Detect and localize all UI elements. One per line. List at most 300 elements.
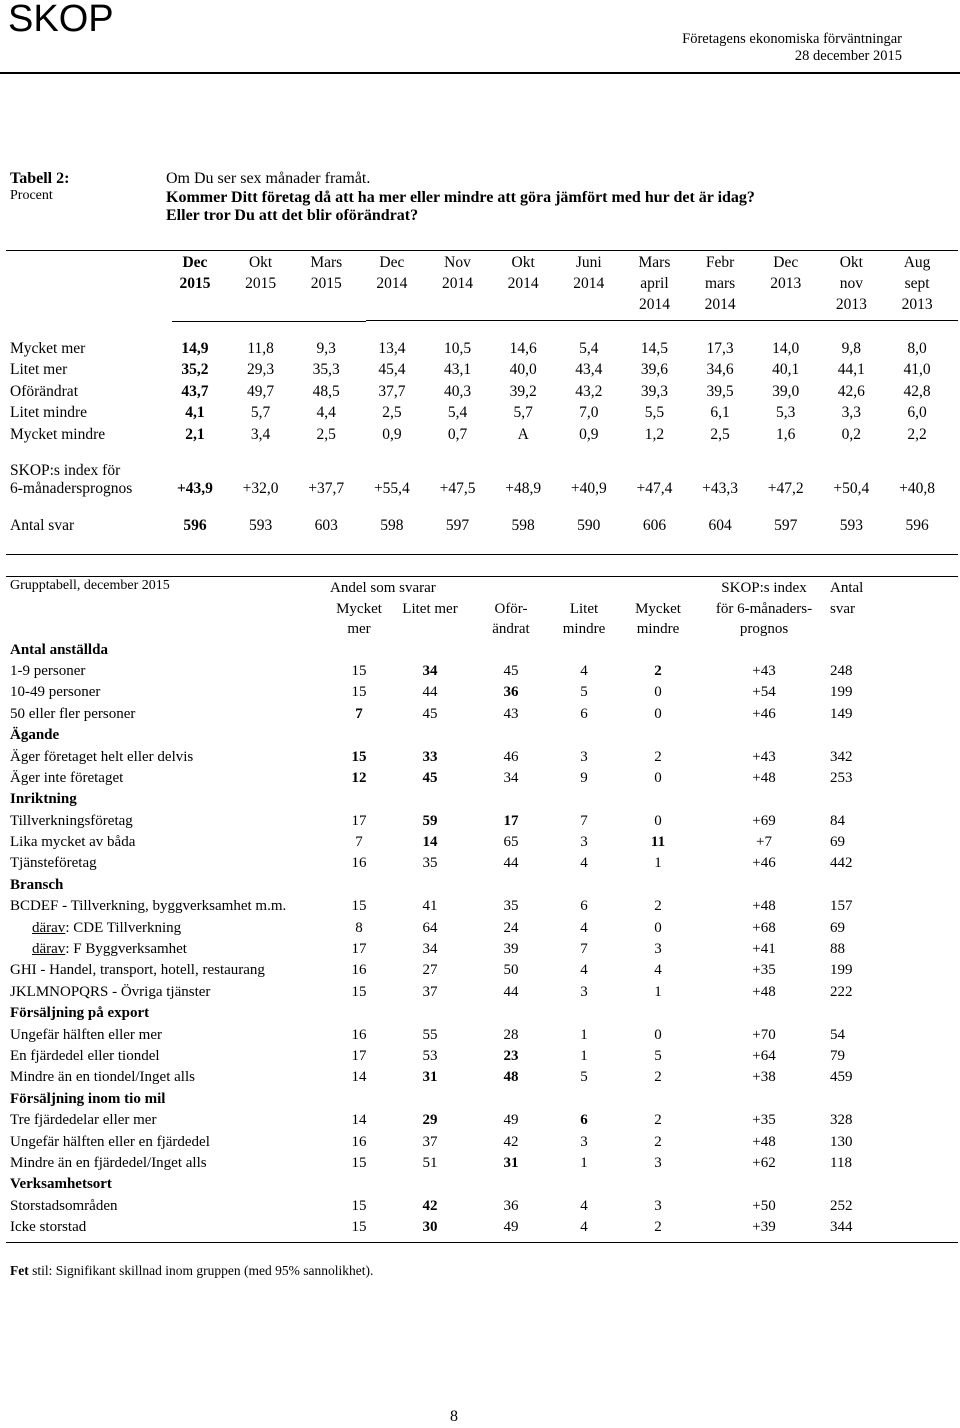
group-row-label: Storstadsområden [10, 1197, 118, 1214]
index-header-2 [698, 599, 830, 639]
group-value-cell: 342 [830, 748, 853, 765]
group-value-cell: 1 [580, 1048, 588, 1064]
group-value-cell: 33 [422, 748, 438, 765]
value-cell: 5,3 [776, 404, 796, 422]
value-cell: 39,2 [509, 382, 537, 400]
period-header [687, 252, 753, 328]
group-value-cell: 4 [580, 919, 588, 936]
section-label: Försäljning på export [10, 1005, 150, 1022]
section-label: Inriktning [10, 791, 77, 808]
group-value-cell: +41 [752, 941, 776, 958]
group-data-row [10, 746, 950, 767]
value-cell: 597 [445, 517, 470, 535]
group-value-cell: +70 [752, 1026, 776, 1043]
response-row [10, 403, 950, 425]
group-value-cell: 23 [503, 1048, 519, 1064]
group-value-cell: 7 [580, 941, 588, 958]
group-value-cell: 5 [654, 1048, 662, 1064]
group-section-row [10, 725, 950, 746]
time-series-header [10, 252, 950, 328]
group-value-cell: 4 [580, 855, 588, 872]
value-cell: 606 [642, 517, 667, 535]
col-litet-mindre-1: Litet [569, 601, 599, 618]
group-value-cell: 252 [830, 1197, 853, 1214]
period-header-line: sept [904, 275, 930, 292]
group-value-cell: 118 [830, 1154, 852, 1171]
value-cell: 1,6 [776, 425, 796, 443]
value-cell: 13,4 [378, 339, 406, 357]
period-header-line: 2014 [638, 296, 670, 313]
group-value-cell: 6 [580, 1112, 588, 1129]
group-section-row [10, 1089, 950, 1110]
value-cell: 2,5 [316, 425, 336, 443]
value-cell: 0,7 [447, 425, 468, 443]
col-litet-mer: Litet mer [402, 601, 458, 618]
group-value-cell: 88 [830, 941, 845, 958]
group-value-cell: 44 [503, 855, 519, 872]
group-value-cell: +64 [752, 1048, 776, 1064]
period-header-line: 2013 [835, 296, 867, 313]
group-value-cell: 51 [422, 1154, 438, 1171]
group-value-cell: 53 [422, 1048, 438, 1064]
value-cell: 598 [511, 517, 535, 535]
value-cell: +40,9 [570, 479, 607, 497]
group-row-label: Ungefär hälften eller mer [10, 1026, 162, 1043]
col-mycket-mer [330, 599, 388, 639]
group-value-cell: 14 [351, 1069, 367, 1086]
group-row-label: Lika mycket av båda [10, 834, 136, 851]
value-cell: 40,1 [772, 361, 800, 379]
col-oforandrat-1: Oför- [494, 601, 528, 618]
value-cell: 49,7 [247, 382, 275, 400]
group-data-row [10, 768, 950, 789]
group-value-cell: 4 [654, 962, 662, 979]
value-cell: 48,5 [312, 382, 340, 400]
time-series-table [10, 252, 950, 537]
group-value-cell: 15 [351, 1154, 367, 1171]
group-row-label: Äger inte företaget [10, 769, 124, 786]
period-header [490, 252, 556, 328]
group-value-cell: 46 [503, 748, 519, 765]
group-value-cell: 54 [830, 1026, 845, 1043]
period-header [819, 252, 885, 328]
group-value-cell: 42 [503, 1133, 519, 1150]
value-cell: 603 [314, 517, 338, 535]
group-value-cell: 15 [351, 1197, 367, 1214]
group-value-cell: 17 [351, 812, 367, 829]
group-row-label: 10-49 personer [10, 684, 101, 701]
period-header [556, 252, 622, 328]
group-value-cell: 29 [422, 1112, 438, 1129]
group-value-cell: 36 [503, 684, 519, 701]
group-row-label: 1-9 personer [10, 662, 86, 679]
group-value-cell: 36 [503, 1197, 519, 1214]
value-cell: 4,1 [185, 404, 205, 422]
question-line-3: Eller tror Du att det blir oförändrat? [166, 207, 419, 224]
spacer-row [10, 328, 950, 338]
group-row-label: BCDEF - Tillverkning, byggverksamhet m.m. [10, 898, 287, 915]
period-header [425, 252, 491, 328]
period-header-line: 2013 [901, 296, 933, 313]
group-value-cell: 0 [654, 684, 662, 701]
group-header-row-1 [10, 578, 950, 599]
value-cell: 14,6 [509, 339, 537, 357]
group-value-cell: 50 [503, 962, 519, 979]
group-value-cell: +48 [752, 769, 776, 786]
group-value-cell: 14 [422, 834, 438, 851]
row-label: Litet mer [10, 361, 68, 379]
group-value-cell: 3 [654, 1197, 662, 1214]
period-header-line: Dec [379, 254, 405, 271]
group-data-row [10, 832, 950, 853]
row-label-line: SKOP:s index för [10, 461, 121, 479]
group-row-label: Äger företaget helt eller delvis [10, 748, 194, 765]
value-cell: +50,4 [833, 479, 870, 497]
response-row [10, 338, 950, 360]
value-cell: 604 [708, 517, 732, 535]
group-value-cell: 7 [580, 812, 588, 829]
period-header [884, 252, 950, 328]
footnote-text: stil: Signifikant skillnad inom gruppen (med 95% sannolikhet). [28, 1263, 374, 1278]
group-value-cell: +48 [752, 898, 776, 915]
value-cell: 43,7 [181, 382, 209, 400]
group-value-cell: 16 [351, 855, 367, 872]
group-value-cell: 48 [503, 1069, 519, 1086]
group-value-cell: 2 [654, 1069, 662, 1086]
group-value-cell: 55 [422, 1026, 438, 1043]
value-cell: 14,5 [640, 339, 668, 357]
value-cell: 596 [905, 517, 929, 535]
group-header-row-2 [10, 599, 950, 639]
value-cell: 29,3 [247, 361, 275, 379]
period-header-line: Dec [773, 254, 799, 271]
group-value-cell: 0 [654, 1026, 662, 1043]
value-cell: 11,8 [247, 339, 274, 357]
value-cell: 5,4 [579, 339, 599, 357]
value-cell: 2,5 [382, 404, 402, 422]
group-data-row [10, 939, 950, 960]
value-cell: 9,3 [316, 339, 336, 357]
index-header-1: SKOP:s index [721, 580, 807, 596]
period-header-line: 2015 [310, 275, 342, 292]
value-cell: 17,3 [706, 339, 734, 357]
value-cell: 42,6 [837, 382, 865, 400]
group-value-cell: 2 [654, 662, 662, 679]
group-value-cell: 149 [830, 705, 853, 722]
col-oforandrat [472, 599, 550, 639]
group-value-cell: 45 [503, 662, 519, 679]
group-value-cell: +38 [752, 1069, 776, 1086]
group-data-row [10, 1046, 950, 1067]
col-mycket-mindre-1: Mycket [635, 601, 681, 618]
value-cell: 39,3 [640, 382, 668, 400]
period-header-line: Febr [705, 254, 735, 271]
value-cell: A [517, 425, 529, 443]
group-value-cell: 44 [503, 983, 519, 1000]
group-value-cell: 65 [503, 834, 519, 851]
table2-header-rule [366, 320, 958, 321]
group-value-cell: 3 [580, 834, 588, 851]
value-cell: 4,4 [316, 404, 336, 422]
group-value-cell: 1 [580, 1154, 588, 1171]
period-header [293, 252, 359, 328]
period-header-line: 2014 [376, 275, 408, 292]
group-value-cell: 2 [654, 1133, 662, 1150]
index-header-2b: prognos [739, 621, 789, 638]
group-value-cell: 17 [351, 941, 367, 958]
group-table [10, 578, 950, 1238]
value-cell: +48,9 [505, 479, 542, 497]
row-label-line: 6-månadersprognos [10, 479, 133, 497]
group-data-row [10, 917, 950, 938]
group-value-cell: 2 [654, 748, 662, 765]
col-mycket-mer-1: Mycket [336, 601, 382, 618]
group-value-cell: 17 [351, 1048, 367, 1064]
value-cell: 9,8 [841, 339, 862, 357]
value-cell: 0,9 [579, 425, 599, 443]
group-row-label: JKLMNOPQRS - Övriga tjänster [10, 983, 211, 1000]
value-cell: +47,2 [767, 479, 804, 497]
group-value-cell: +50 [752, 1197, 776, 1214]
group-value-cell: 9 [580, 769, 588, 786]
group-data-row [10, 1217, 950, 1238]
value-cell: 45,4 [378, 361, 406, 379]
period-header-line: Mars [638, 254, 671, 271]
value-cell: 598 [380, 517, 404, 535]
group-value-cell: 2 [654, 1112, 662, 1129]
group-row-label: Tjänsteföretag [10, 855, 97, 872]
response-row [10, 424, 950, 446]
group-value-cell: +46 [752, 855, 776, 872]
group-row-label: 50 eller fler personer [10, 705, 136, 722]
group-value-cell: 2 [654, 898, 662, 915]
group-value-cell: 4 [580, 662, 588, 679]
group-value-cell: 49 [503, 1219, 519, 1236]
col-litet-mindre-2: mindre [562, 621, 606, 638]
group-value-cell: 459 [830, 1069, 853, 1086]
group-value-cell: 16 [351, 962, 367, 979]
value-cell: 34,6 [706, 361, 734, 379]
group-value-cell: 79 [830, 1048, 845, 1064]
value-cell: 14,9 [181, 339, 209, 357]
period-header-line: 2014 [507, 275, 539, 292]
col-oforandrat-2: ändrat [492, 621, 530, 638]
group-value-cell: 3 [654, 941, 662, 958]
group-row-label: Mindre än en tiondel/Inget alls [10, 1069, 195, 1086]
group-value-cell: 8 [355, 919, 363, 936]
value-cell: 43,2 [575, 382, 603, 400]
footnote-bold: Fet [10, 1263, 29, 1278]
value-cell: 590 [577, 517, 601, 535]
group-value-cell: 16 [351, 1133, 367, 1150]
group-data-row [10, 682, 950, 703]
value-cell: +43,3 [702, 479, 739, 497]
subgroup-prefix: därav [32, 919, 66, 936]
group-value-cell: 328 [830, 1112, 853, 1129]
group-value-cell: +69 [752, 812, 776, 829]
group-data-row [10, 704, 950, 725]
value-cell: 39,0 [772, 382, 800, 400]
row-label [10, 462, 162, 498]
col-mycket-mindre-2: mindre [636, 621, 680, 638]
row-label: Mycket mer [10, 339, 86, 357]
value-cell: 1,2 [644, 425, 665, 443]
period-header-line: Aug [903, 254, 931, 271]
value-cell: +43,9 [176, 479, 213, 497]
group-value-cell: 17 [503, 812, 519, 829]
header-blank [10, 252, 162, 328]
group-value-cell: +39 [752, 1219, 776, 1236]
period-header [753, 252, 819, 328]
group-value-cell: 31 [422, 1069, 438, 1086]
group-value-cell: 14 [351, 1112, 367, 1129]
period-header-line: Okt [511, 254, 535, 271]
group-value-cell: 64 [422, 919, 438, 936]
period-header-line: Nov [444, 254, 471, 271]
period-header-line: Dec [182, 254, 208, 271]
footnote [10, 1263, 373, 1279]
group-value-cell: 35 [503, 898, 519, 915]
subgroup-label: : CDE Tillverkning [65, 919, 182, 936]
group-row-label: Tillverkningsföretag [10, 812, 133, 829]
group-value-cell: 3 [580, 748, 588, 765]
group-value-cell: 5 [580, 1069, 588, 1086]
value-cell: 40,3 [443, 382, 472, 400]
group-value-cell: 45 [422, 769, 438, 786]
group-top-rule [6, 576, 958, 577]
group-value-cell: 59 [422, 812, 438, 829]
group-value-cell: 199 [830, 684, 853, 701]
value-cell: 5,5 [644, 404, 665, 422]
value-cell: 35,3 [312, 361, 340, 379]
group-value-cell: 3 [580, 1133, 588, 1150]
value-cell: 3,3 [841, 404, 862, 422]
table2-top-rule [6, 250, 958, 251]
value-cell: +47,4 [636, 479, 673, 497]
group-value-cell: +7 [756, 834, 772, 851]
period-header [622, 252, 688, 328]
value-cell: 6,0 [907, 404, 927, 422]
col-litet-mindre [550, 599, 618, 639]
group-value-cell: +35 [752, 962, 776, 979]
value-cell: 41,0 [903, 361, 931, 379]
report-subtitle: Företagens ekonomiska förväntningar [682, 31, 902, 47]
group-value-cell: 15 [351, 662, 367, 679]
group-value-cell: 0 [654, 919, 662, 936]
group-value-cell: 39 [503, 941, 519, 958]
period-header-line: Okt [839, 254, 863, 271]
group-value-cell: 4 [580, 1197, 588, 1214]
group-data-row [10, 853, 950, 874]
group-data-row [10, 1024, 950, 1045]
group-row-label: GHI - Handel, transport, hotell, restaurang [10, 962, 265, 979]
value-cell: 42,8 [903, 382, 931, 400]
value-cell: 593 [839, 517, 863, 535]
period-header-line: Mars [310, 254, 343, 271]
period-header-line: 2014 [442, 275, 474, 292]
col-mycket-mindre [618, 599, 698, 639]
group-value-cell: 49 [503, 1112, 519, 1129]
group-value-cell: 157 [830, 898, 853, 915]
value-cell: +47,5 [439, 479, 476, 497]
group-value-cell: 7 [355, 834, 363, 851]
group-value-cell: 6 [580, 898, 588, 915]
group-row-label: Icke storstad [10, 1219, 87, 1236]
group-value-cell: 43 [503, 705, 519, 722]
group-value-cell: 24 [503, 919, 519, 936]
value-cell: 43,4 [575, 361, 603, 379]
group-value-cell: 37 [422, 1133, 438, 1150]
group-data-row [10, 1067, 950, 1088]
group-section-row [10, 1003, 950, 1024]
group-data-row [10, 811, 950, 832]
period-header-line: april [640, 275, 669, 292]
period-header-line: 2015 [245, 275, 277, 292]
group-value-cell: +48 [752, 983, 776, 1000]
group-value-cell: 28 [503, 1026, 519, 1043]
group-value-cell: 41 [422, 898, 438, 915]
value-cell: 2,2 [907, 425, 927, 443]
group-value-cell: 0 [654, 769, 662, 786]
group-value-cell: 37 [422, 983, 438, 1000]
group-value-cell: 84 [830, 812, 845, 829]
value-cell: 44,1 [837, 361, 865, 379]
period-header-line: Juni [575, 254, 602, 271]
question-line-2: Kommer Ditt företag då att ha mer eller mindre att göra jämfört med hur det är idag? [166, 189, 755, 206]
value-cell: 5,7 [250, 404, 271, 422]
value-cell: 596 [183, 517, 207, 535]
period-header-line: nov [839, 275, 863, 292]
group-value-cell: 34 [422, 662, 438, 679]
value-cell: 10,5 [443, 339, 472, 357]
antal-header-2: svar [830, 601, 855, 618]
section-label: Försäljning inom tio mil [10, 1090, 166, 1107]
group-value-cell: 35 [422, 855, 438, 872]
group-value-cell: +46 [752, 705, 776, 722]
group-value-cell: 130 [830, 1133, 853, 1150]
page-number: 8 [450, 1408, 458, 1425]
antal-header-1: Antal [830, 580, 864, 596]
group-value-cell: 4 [580, 1219, 588, 1236]
andel-header: Andel som svarar [330, 580, 436, 596]
group-data-row [10, 1196, 950, 1217]
group-value-cell: 2 [654, 1219, 662, 1236]
period-header [228, 252, 294, 328]
group-value-cell: 15 [351, 983, 367, 1000]
value-cell: +32,0 [242, 479, 279, 497]
group-value-cell: 199 [830, 962, 853, 979]
group-value-cell: 15 [351, 898, 367, 915]
group-value-cell: 15 [351, 684, 367, 701]
group-row-label [10, 939, 330, 960]
period-header [359, 252, 425, 328]
table2-bottom-rule [6, 554, 958, 555]
section-label: Ägande [10, 727, 60, 744]
group-value-cell: 6 [580, 705, 588, 722]
group-value-cell: 45 [422, 705, 438, 722]
group-data-row [10, 1153, 950, 1174]
value-cell: +40,8 [899, 479, 936, 497]
value-cell: 2,5 [710, 425, 730, 443]
value-cell: 35,2 [181, 361, 209, 379]
group-section-row [10, 789, 950, 810]
index-row [10, 462, 950, 498]
antal-row [10, 516, 950, 538]
row-label: Mycket mindre [10, 425, 106, 443]
group-data-row [10, 960, 950, 981]
group-row-label [10, 917, 330, 938]
period-header-line: 2013 [770, 275, 802, 292]
